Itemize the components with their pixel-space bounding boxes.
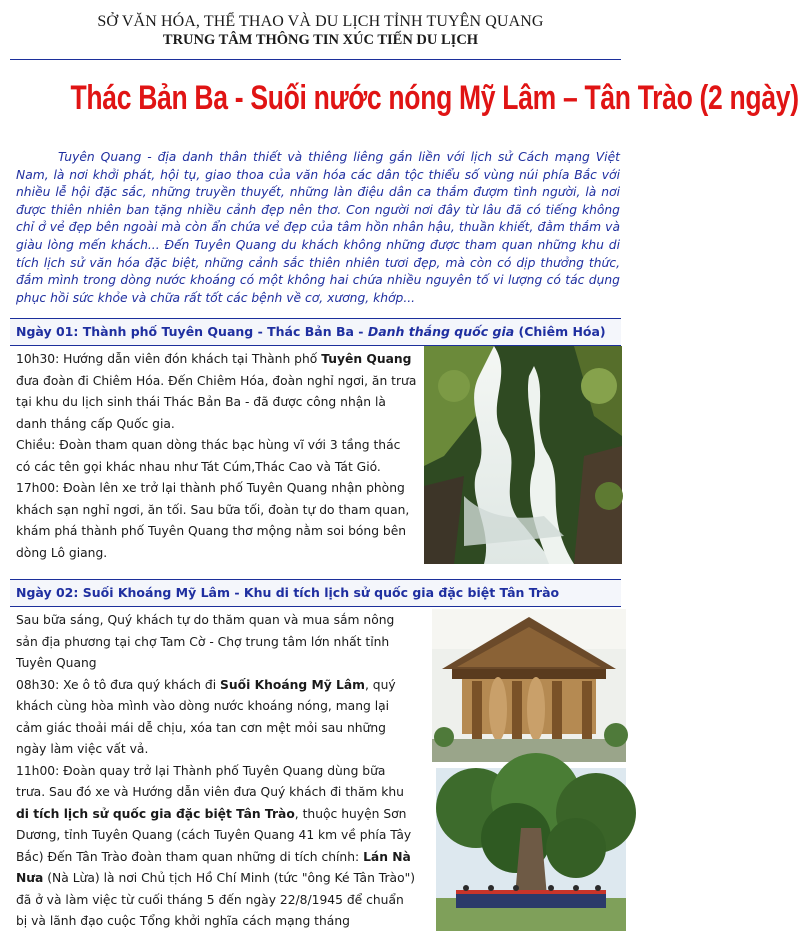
stilt-house-photo	[432, 609, 626, 762]
day2-paragraph-1: Sau bữa sáng, Quý khách tự do thăm quan và mua sắm nông sản địa phương tại chợ Tam Cờ - Chợ trung tâm lớn nhất tỉnh Tuyên Quang	[16, 613, 395, 670]
day1-paragraph-3: 17h00: Đoàn lên xe trở lại thành phố Tuyên Quang nhận phòng khách sạn nghỉ ngơi, ăn tối. Sau bữa tối, đoàn tự do tham quan, khám phá thành phố Tuyên Quang thơ mộng nằm soi bóng bên dòng Lô giang.	[16, 481, 410, 560]
intro-text: Tuyên Quang - địa danh thân thiết và thiêng liêng gắn liền với lịch sử Cách mạng Việt Nam, là nơi khởi phát, hội tụ, giao thoa của văn hóa các dân tộc thiểu số vùng núi phía Bắc với nhiều lễ hội đặc sắc, những truyền thuyết, những làn điệu dân ca thắm đượm tình người, là nơi được thiên nhiên ban tặng nhiều cảnh đẹp nên thơ. Con người nơi đây từ lâu đã có tiếng không chỉ ở vẻ đẹp bên ngoài mà còn ẩn chứa vẻ đẹp của tâm hồn nhân hậu, thuần khiết, đằm thắm và giàu lòng mến khách... Đến Tuyên Quang du khách không những được tham quan những khu di tích lịch sử văn hóa đặc biệt, những cảnh sắc thiên nhiên tươi đẹp, mà còn có dịp thưởng thức, đắm mình trong dòng nước khoáng có một không hai chứa nhiều nguyên tố vi lượng có tác dụng phục hồi sức khỏe và chữa rất tốt các bệnh về cơ, xương, khớp...	[16, 150, 620, 305]
center-name: TRUNG TÂM THÔNG TIN XÚC TIẾN DU LỊCH	[162, 32, 479, 48]
day1-heading-location: (Chiêm Hóa)	[514, 324, 606, 339]
waterfall-photo	[424, 346, 622, 564]
intro-paragraph	[16, 149, 620, 307]
header-divider	[10, 59, 621, 60]
department-name: SỞ VĂN HÓA, THỂ THAO VÀ DU LỊCH TỈNH TUYÊN QUANG	[97, 13, 544, 30]
day2-content	[16, 610, 416, 933]
day1-paragraph-2: Chiều: Đoàn tham quan dòng thác bạc hùng vĩ với 3 tầng thác có các tên gọi khác nhau như Tát Cúm,Thác Cao và Tát Gió.	[16, 438, 401, 474]
day1-heading-emphasis: Danh thắng quốc gia	[367, 324, 515, 339]
banyan-tree-photo	[436, 768, 626, 931]
day2-paragraph-2: 08h30: Xe ô tô đưa quý khách đi Suối Khoáng Mỹ Lâm, quý khách cùng hòa mình vào dòng nước khoáng nóng, mang lại cảm giác thoải mái dễ chịu, xóa tan cơn mệt mỏi sau những ngày làm việc vất vả.	[16, 677, 396, 756]
day2-paragraph-3: 11h00: Đoàn quay trở lại Thành phố Tuyên Quang dùng bữa trưa. Sau đó xe và Hướng dẫn viên đưa Quý khách đi thăm khu di tích lịch sử quốc gia đặc biệt Tân Trào, thuộc huyện Sơn Dương, tỉnh Tuyên Quang (cách Tuyên Quang 41 km về phía Tây Bắc) Đến Tân Trào đoàn tham quan những di tích chính: Lán Nà Nưa (Nà Lừa) là nơi Chủ tịch Hồ Chí Minh (tức "ông Ké Tân Trào") đã ở và làm việc từ cuối tháng 5 đến ngày 22/8/1945 để chuẩn bị và lãnh đạo cuộc Tổng khởi nghĩa cách mạng tháng	[16, 763, 416, 928]
day1-heading	[10, 318, 621, 346]
day1-content	[16, 349, 418, 564]
page-title: Thác Bản Ba - Suối nước nóng Mỹ Lâm – Tân Trào (2 ngày)	[70, 79, 799, 117]
day2-heading-text: Ngày 02: Suối Khoáng Mỹ Lâm - Khu di tích lịch sử quốc gia đặc biệt Tân Trào	[16, 585, 560, 600]
day1-heading-text: Ngày 01: Thành phố Tuyên Quang - Thác Bản Ba -	[16, 324, 368, 339]
header	[0, 12, 641, 49]
day2-heading	[10, 579, 621, 607]
day1-paragraph-1: 10h30: Hướng dẫn viên đón khách tại Thành phố Tuyên Quang đưa đoàn đi Chiêm Hóa. Đến Chiêm Hóa, đoàn nghỉ ngơi, ăn trưa tại khu du lịch sinh thái Thác Bản Ba - đã được công nhận là danh thắng cấp Quốc gia.	[16, 352, 417, 431]
